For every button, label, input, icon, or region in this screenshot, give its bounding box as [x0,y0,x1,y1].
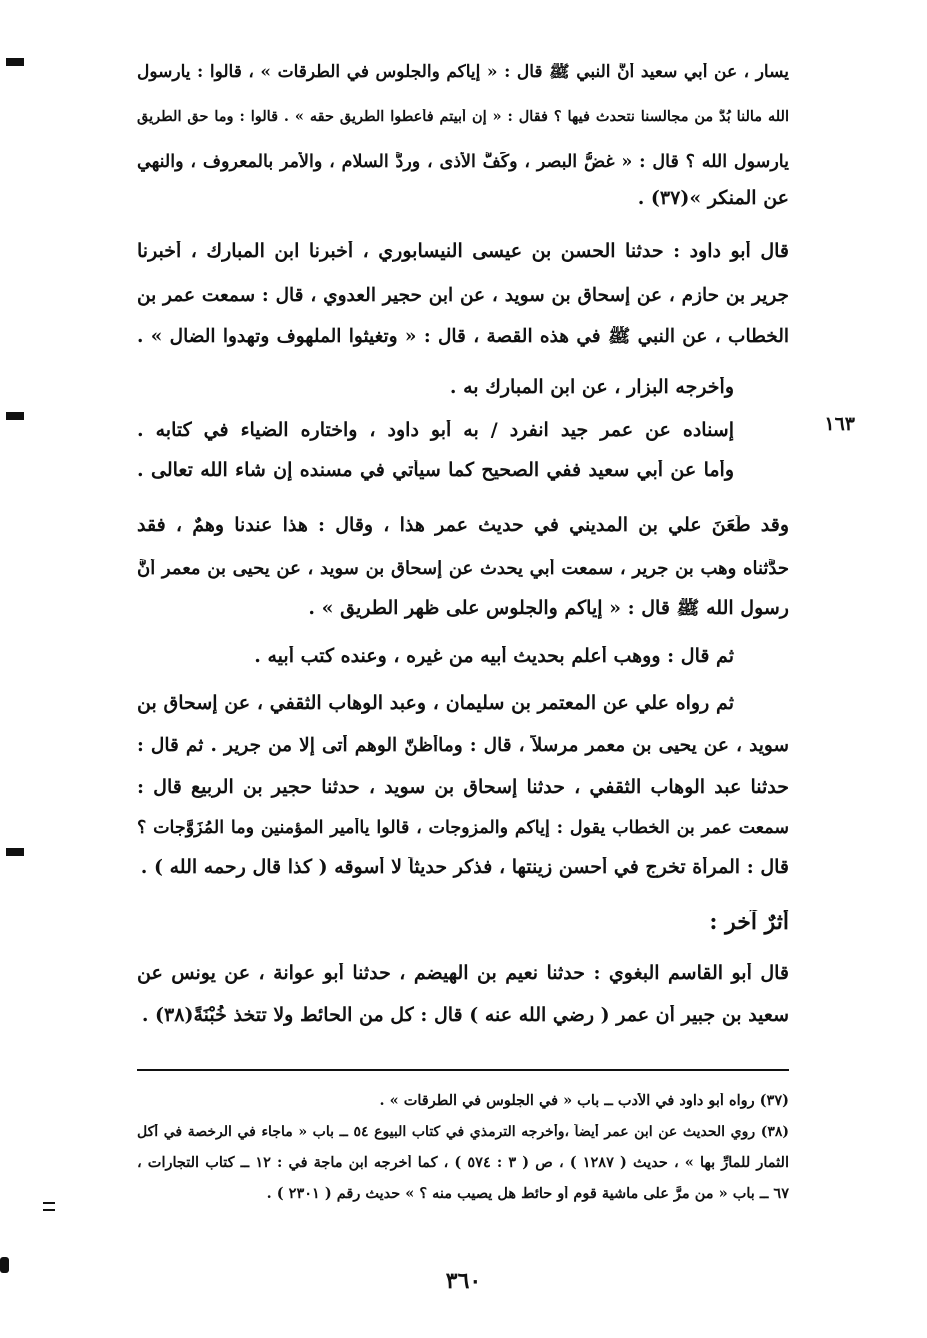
page-number: ٣٦٠ [445,1268,482,1294]
text-line: وأخرجه البزار ، عن ابن المبارك به . [449,377,734,398]
text-line: سمعت عمر بن الخطاب يقول : إياكم والمزوجات ، قالوا ياأمير المؤمنين وما المُزَوَّجات ؟ [137,818,789,838]
text-line: حدثنا عبد الوهاب الثقفي ، حدثنا إسحاق بن سويد ، حدثنا حجير بن الربيع قال : [137,777,789,798]
text-line: ثم قال : ووهب أعلم بحديث أبيه من غيره ، وعنده كتب أبيه . [254,646,734,667]
text-line: يارسول الله ؟ قال : « غضُّ البصر ، وكَفُّ الأذى ، وردُّ السلام ، والأمر بالمعروف ، والنهي [137,152,789,172]
binding-mark [6,412,24,420]
text-line: حدَّثناه وهب بن جرير ، سمعت أبي يحدث عن إسحاق بن سويد ، عن يحيى بن معمر أنَّ [137,559,789,579]
text-line: الخطاب ، عن النبي ﷺ في هذه القصة ، قال : « وتغيثوا الملهوف وتهدوا الضال » . [137,326,789,347]
text-line: قال أبو داود : حدثنا الحسن بن عيسى النيسابوري ، أخبرنا ابن المبارك ، أخبرنا [137,241,789,262]
footnote-line: ٦٧ ــ باب « من مرَّ على ماشية قوم أو حائط هل يصيب منه ؟ » حديث رقم ( ٢٣٠١ ) . [266,1186,789,1202]
section-heading: أثرٌ آخر : [709,910,789,935]
text-line: سعيد بن جبير أن عمر ( رضي الله عنه ) قال : كل من الحائط ولا تتخذ خُبْنَةً(٣٨) . [141,1005,789,1026]
text-line: عن المنكر »(٣٧) . [637,188,789,209]
text-line: يسار ، عن أبي سعيد أنَّ النبي ﷺ قال : « إياكم والجلوس في الطرقات » ، قالوا : يارسول [137,63,789,82]
footnote-line: (٣٨) روي الحديث عن ابن عمر أيضاً ،وأخرجه الترمذي في كتاب البيوع ٥٤ ــ باب « ماجاء في الرخصة في أكل [137,1124,789,1140]
text-line: جرير بن حازم ، عن إسحاق بن سويد ، عن ابن حجير العدوي ، قال : سمعت عمر بن [137,285,789,306]
text-line: قال أبو القاسم البغوي : حدثنا نعيم بن الهيضم ، حدثنا أبو عوانة ، عن يونس عن [137,963,789,984]
footnote-line: (٣٧) رواه أبو داود في الأدب ــ باب « في الجلوس في الطرقات » . [379,1093,789,1109]
footnote-line: الثمار للمارِّ بها » ، حديث ( ١٢٨٧ ) ، ص ( ٣ : ٥٧٤ ) ، كما أخرجه ابن ماجة في : ١٢ ــ كتاب التجارات ، [137,1155,789,1171]
text-line: ثم رواه علي عن المعتمر بن سليمان ، وعبد الوهاب الثقفي ، عن إسحاق بن [137,693,734,714]
binding-mark [6,848,24,856]
margin-page-number: ١٦٣ [824,413,855,435]
text-line: إسناده عن عمر جيد انفرد / به أبو داود ، واختاره الضياء في كتابه . [137,420,734,441]
footnote-divider [137,1069,789,1071]
footnote-continuation-mark [43,1202,55,1211]
text-line: قال : المرأة تخرج في أحسن زينتها ، فذكر حديثاً لا أسوقه ( كذا قال رحمه الله ) . [140,857,789,878]
text-line: الله مالنا بُدٌّ من مجالسنا نتحدث فيها ؟ فقال : « إن أبيتم فأعطوا الطريق حقه » . قالوا : وما حق الطريق [137,109,789,125]
text-line: رسول الله ﷺ قال : « إياكم والجلوس على ظهر الطريق » . [308,598,789,619]
binding-mark [6,58,24,66]
text-line: وقد طَعَنَ علي بن المديني في حديث عمر هذا ، وقال : هذا عندنا وهمٌ ، فقد [137,515,789,536]
text-line: وأما عن أبي سعيد ففي الصحيح كما سيأتي في مسنده إن شاء الله تعالى . [137,460,734,481]
text-line: سويد ، عن يحيى بن معمر مرسلاً ، قال : وماأظنّ الوهم أتى إلا من جرير . ثم قال : [137,735,789,756]
